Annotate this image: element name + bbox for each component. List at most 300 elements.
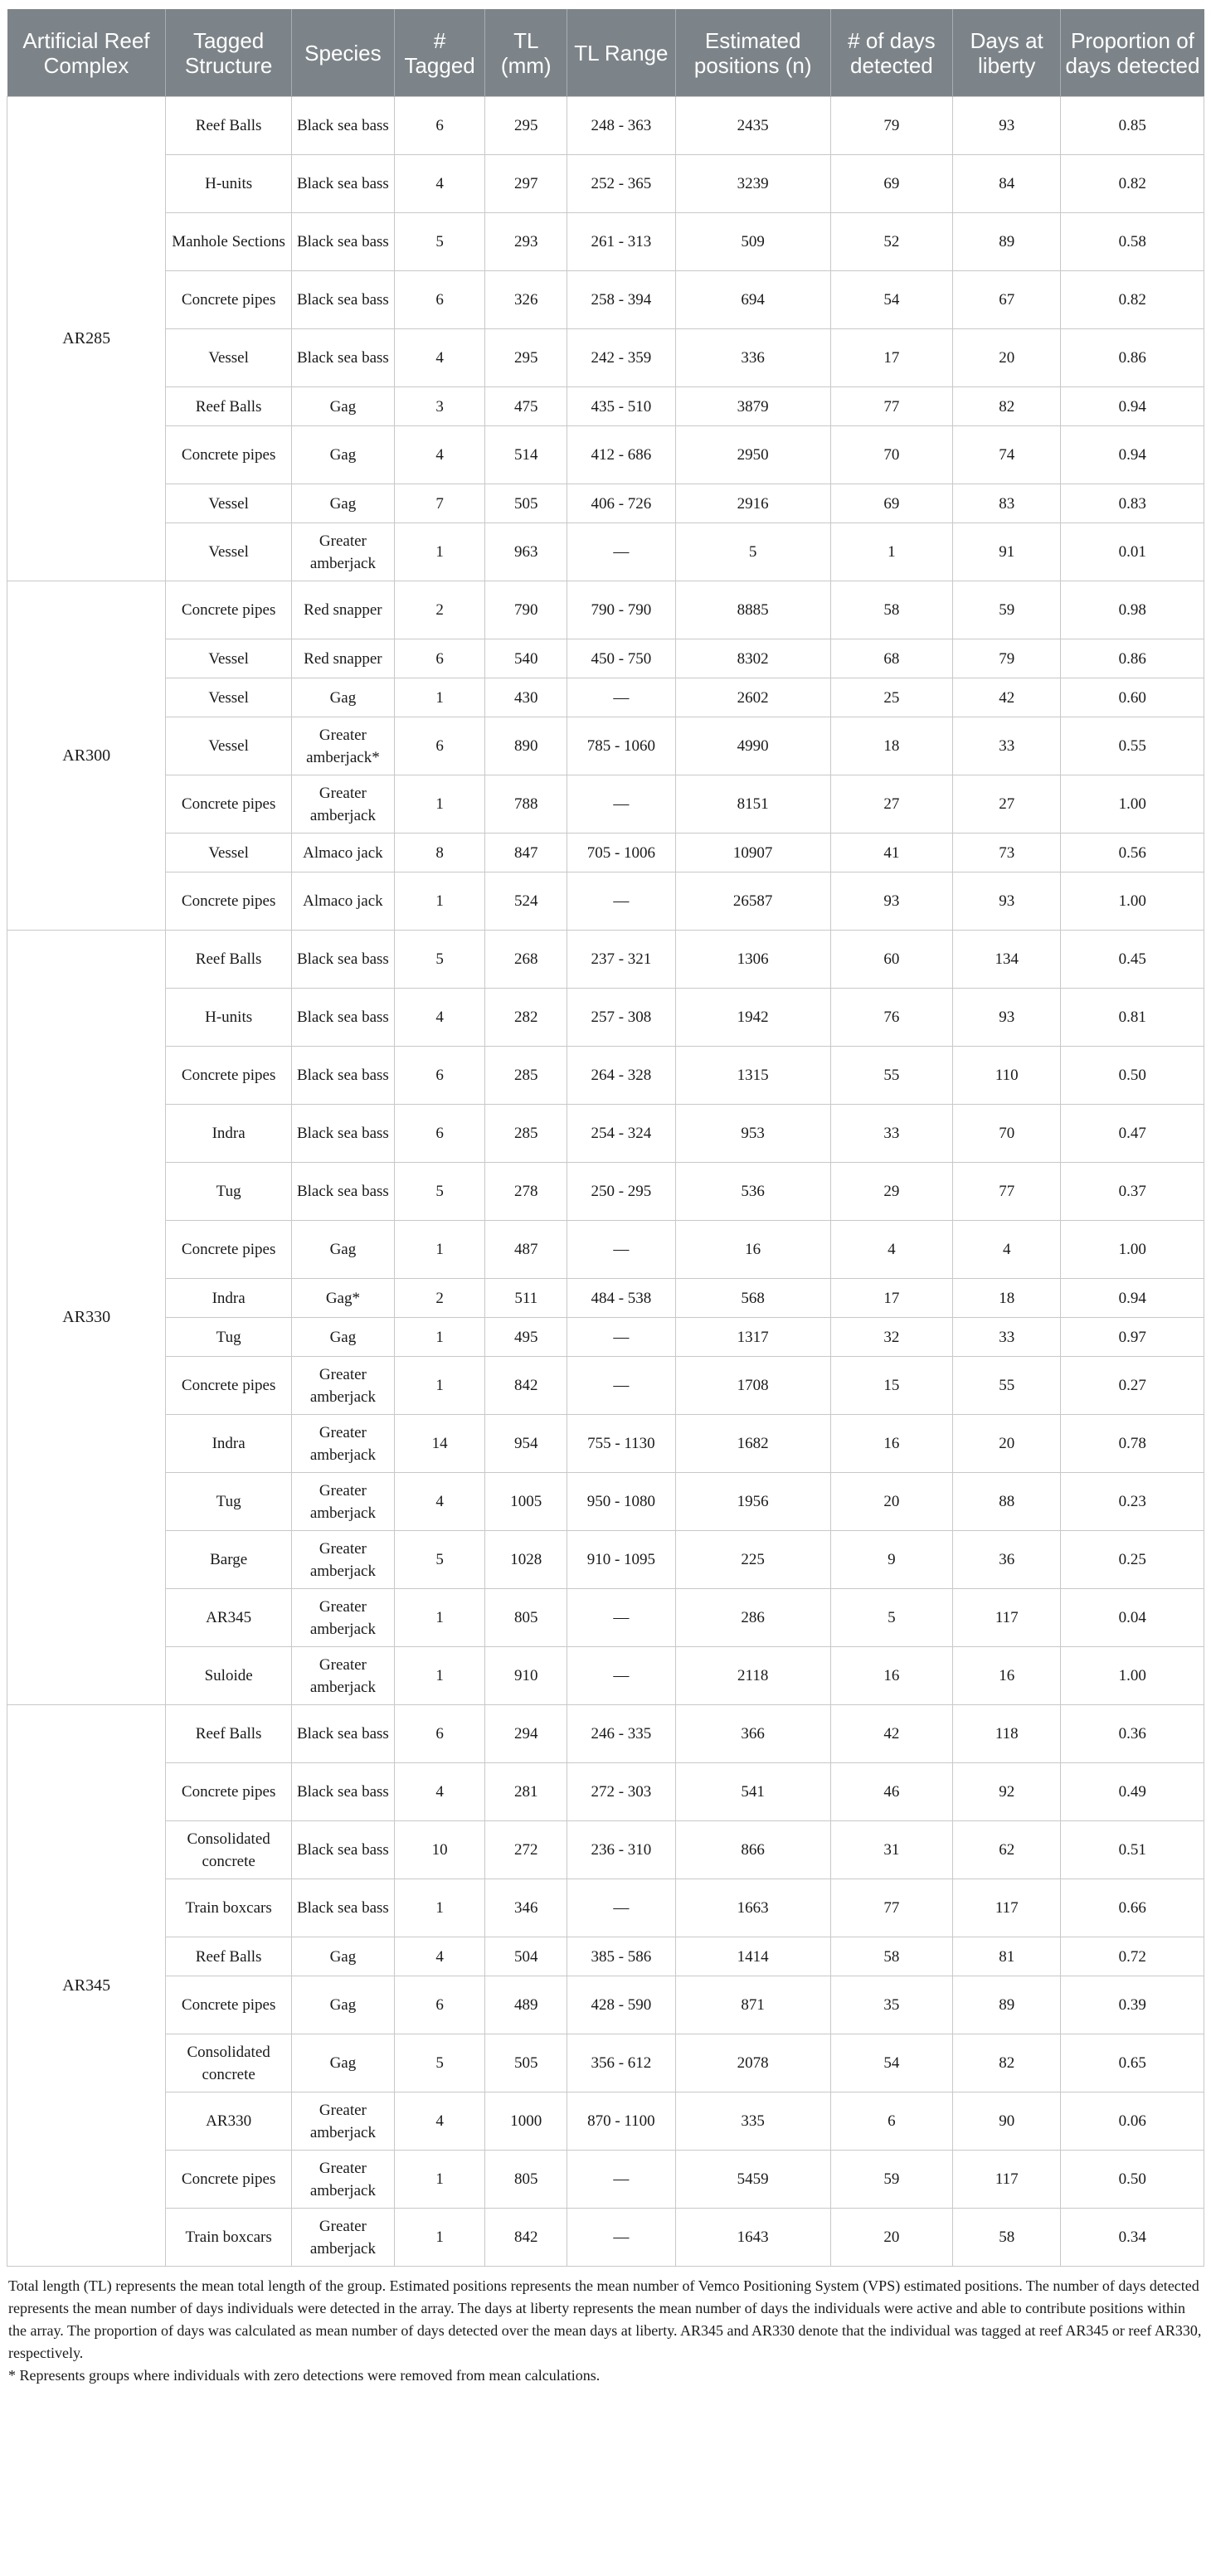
cell-tl: 505 xyxy=(485,484,567,523)
cell-structure: Reef Balls xyxy=(166,1937,291,1976)
cell-positions: 10907 xyxy=(675,834,830,872)
cell-proportion: 0.97 xyxy=(1061,1318,1204,1357)
table-row xyxy=(7,1976,1204,2034)
table-row xyxy=(7,1705,1204,1763)
cell-days-detected: 54 xyxy=(830,271,952,329)
cell-tl-range: 910 - 1095 xyxy=(567,1531,675,1589)
cell-proportion: 0.25 xyxy=(1061,1531,1204,1589)
cell-tl-range: 385 - 586 xyxy=(567,1937,675,1976)
cell-structure: Vessel xyxy=(166,639,291,678)
cell-tagged: 1 xyxy=(394,1318,484,1357)
cell-days-liberty: 93 xyxy=(953,97,1061,155)
cell-tl-range: 261 - 313 xyxy=(567,213,675,271)
table-body xyxy=(7,97,1204,2267)
cell-positions: 8885 xyxy=(675,581,830,639)
cell-positions: 1663 xyxy=(675,1879,830,1937)
cell-days-detected: 20 xyxy=(830,2209,952,2267)
cell-days-detected: 18 xyxy=(830,717,952,775)
cell-tagged: 1 xyxy=(394,1221,484,1279)
cell-tl: 326 xyxy=(485,271,567,329)
cell-days-liberty: 93 xyxy=(953,872,1061,931)
cell-days-liberty: 59 xyxy=(953,581,1061,639)
cell-tagged: 3 xyxy=(394,387,484,426)
cell-tagged: 4 xyxy=(394,2092,484,2151)
cell-tl: 504 xyxy=(485,1937,567,1976)
cell-positions: 2078 xyxy=(675,2034,830,2092)
cell-tl: 1005 xyxy=(485,1473,567,1531)
cell-tl-range: 705 - 1006 xyxy=(567,834,675,872)
table-row xyxy=(7,2209,1204,2267)
header-structure: Tagged Structure xyxy=(166,9,291,97)
table-row xyxy=(7,1763,1204,1821)
cell-species: Greater amberjack xyxy=(291,1357,394,1415)
cell-tl-range: 257 - 308 xyxy=(567,989,675,1047)
cell-tagged: 4 xyxy=(394,426,484,484)
table-footnotes xyxy=(7,2275,1204,2387)
cell-tl-range: 272 - 303 xyxy=(567,1763,675,1821)
cell-days-liberty: 91 xyxy=(953,523,1061,581)
cell-tl: 294 xyxy=(485,1705,567,1763)
cell-structure: Concrete pipes xyxy=(166,1763,291,1821)
cell-days-liberty: 89 xyxy=(953,1976,1061,2034)
cell-days-liberty: 70 xyxy=(953,1105,1061,1163)
cell-tagged: 6 xyxy=(394,1047,484,1105)
cell-days-detected: 25 xyxy=(830,678,952,717)
cell-structure: Reef Balls xyxy=(166,387,291,426)
cell-species: Almaco jack xyxy=(291,834,394,872)
cell-tl-range: 356 - 612 xyxy=(567,2034,675,2092)
cell-proportion: 0.94 xyxy=(1061,1279,1204,1318)
cell-positions: 1643 xyxy=(675,2209,830,2267)
cell-species: Gag xyxy=(291,484,394,523)
cell-structure: Concrete pipes xyxy=(166,426,291,484)
cell-tagged: 8 xyxy=(394,834,484,872)
cell-species: Gag xyxy=(291,2034,394,2092)
table-row xyxy=(7,775,1204,834)
cell-species: Greater amberjack xyxy=(291,1473,394,1531)
cell-days-detected: 5 xyxy=(830,1589,952,1647)
cell-days-liberty: 117 xyxy=(953,1589,1061,1647)
cell-days-detected: 77 xyxy=(830,387,952,426)
header-tl: TL (mm) xyxy=(485,9,567,97)
cell-days-liberty: 42 xyxy=(953,678,1061,717)
cell-proportion: 0.27 xyxy=(1061,1357,1204,1415)
cell-positions: 1956 xyxy=(675,1473,830,1531)
header-positions: Estimated positions (n) xyxy=(675,9,830,97)
table-row xyxy=(7,1105,1204,1163)
cell-positions: 336 xyxy=(675,329,830,387)
header-tagged: # Tagged xyxy=(394,9,484,97)
cell-tl-range: 412 - 686 xyxy=(567,426,675,484)
cell-proportion: 1.00 xyxy=(1061,1647,1204,1705)
cell-days-detected: 58 xyxy=(830,1937,952,1976)
cell-positions: 5 xyxy=(675,523,830,581)
cell-structure: H-units xyxy=(166,989,291,1047)
header-tl-range: TL Range xyxy=(567,9,675,97)
cell-tl: 514 xyxy=(485,426,567,484)
cell-days-detected: 32 xyxy=(830,1318,952,1357)
cell-tl: 1000 xyxy=(485,2092,567,2151)
table-row xyxy=(7,717,1204,775)
table-row xyxy=(7,678,1204,717)
cell-species: Black sea bass xyxy=(291,1879,394,1937)
cell-structure: Indra xyxy=(166,1415,291,1473)
cell-tl: 495 xyxy=(485,1318,567,1357)
table-row xyxy=(7,581,1204,639)
cell-tagged: 1 xyxy=(394,1589,484,1647)
cell-days-detected: 60 xyxy=(830,931,952,989)
cell-structure: Tug xyxy=(166,1163,291,1221)
cell-tl-range: — xyxy=(567,523,675,581)
cell-positions: 1942 xyxy=(675,989,830,1047)
cell-days-liberty: 83 xyxy=(953,484,1061,523)
cell-tl-range: 264 - 328 xyxy=(567,1047,675,1105)
cell-positions: 953 xyxy=(675,1105,830,1163)
cell-days-liberty: 33 xyxy=(953,717,1061,775)
cell-species: Red snapper xyxy=(291,639,394,678)
cell-days-detected: 29 xyxy=(830,1163,952,1221)
cell-reef-complex: AR330 xyxy=(7,931,166,1705)
cell-structure: Tug xyxy=(166,1473,291,1531)
cell-days-detected: 69 xyxy=(830,155,952,213)
table-row xyxy=(7,97,1204,155)
cell-tagged: 6 xyxy=(394,271,484,329)
cell-structure: Tug xyxy=(166,1318,291,1357)
table-row xyxy=(7,329,1204,387)
cell-positions: 4990 xyxy=(675,717,830,775)
cell-species: Greater amberjack xyxy=(291,2092,394,2151)
cell-species: Greater amberjack* xyxy=(291,717,394,775)
cell-species: Black sea bass xyxy=(291,155,394,213)
cell-days-detected: 55 xyxy=(830,1047,952,1105)
cell-structure: Concrete pipes xyxy=(166,872,291,931)
cell-days-detected: 54 xyxy=(830,2034,952,2092)
cell-structure: AR330 xyxy=(166,2092,291,2151)
cell-days-detected: 93 xyxy=(830,872,952,931)
cell-species: Greater amberjack xyxy=(291,1589,394,1647)
cell-tl: 487 xyxy=(485,1221,567,1279)
cell-tl: 954 xyxy=(485,1415,567,1473)
cell-days-detected: 33 xyxy=(830,1105,952,1163)
cell-positions: 509 xyxy=(675,213,830,271)
cell-days-liberty: 92 xyxy=(953,1763,1061,1821)
cell-structure: Reef Balls xyxy=(166,1705,291,1763)
cell-tagged: 1 xyxy=(394,1357,484,1415)
cell-tagged: 4 xyxy=(394,329,484,387)
cell-tl-range: — xyxy=(567,872,675,931)
cell-positions: 2916 xyxy=(675,484,830,523)
cell-days-detected: 46 xyxy=(830,1763,952,1821)
cell-tagged: 14 xyxy=(394,1415,484,1473)
cell-positions: 8151 xyxy=(675,775,830,834)
cell-days-liberty: 84 xyxy=(953,155,1061,213)
cell-positions: 1306 xyxy=(675,931,830,989)
cell-tagged: 5 xyxy=(394,1163,484,1221)
cell-tl-range: — xyxy=(567,1879,675,1937)
cell-species: Black sea bass xyxy=(291,989,394,1047)
cell-positions: 1682 xyxy=(675,1415,830,1473)
cell-structure: Indra xyxy=(166,1105,291,1163)
cell-tl-range: 484 - 538 xyxy=(567,1279,675,1318)
cell-tagged: 5 xyxy=(394,2034,484,2092)
cell-tagged: 1 xyxy=(394,1647,484,1705)
cell-proportion: 1.00 xyxy=(1061,775,1204,834)
cell-tl-range: — xyxy=(567,1318,675,1357)
cell-days-detected: 4 xyxy=(830,1221,952,1279)
table-row xyxy=(7,1357,1204,1415)
cell-tl-range: 870 - 1100 xyxy=(567,2092,675,2151)
cell-species: Black sea bass xyxy=(291,1105,394,1163)
cell-species: Greater amberjack xyxy=(291,2209,394,2267)
cell-days-liberty: 117 xyxy=(953,2151,1061,2209)
cell-proportion: 0.55 xyxy=(1061,717,1204,775)
table-row xyxy=(7,1937,1204,1976)
cell-structure: Concrete pipes xyxy=(166,2151,291,2209)
cell-tagged: 4 xyxy=(394,1763,484,1821)
cell-tl-range: — xyxy=(567,1589,675,1647)
table-row xyxy=(7,387,1204,426)
cell-structure: Vessel xyxy=(166,523,291,581)
cell-reef-complex: AR345 xyxy=(7,1705,166,2267)
table-row xyxy=(7,1473,1204,1531)
cell-days-detected: 76 xyxy=(830,989,952,1047)
cell-structure: H-units xyxy=(166,155,291,213)
cell-tagged: 6 xyxy=(394,717,484,775)
cell-structure: Suloide xyxy=(166,1647,291,1705)
cell-days-liberty: 89 xyxy=(953,213,1061,271)
cell-structure: Vessel xyxy=(166,678,291,717)
cell-reef-complex: AR285 xyxy=(7,97,166,581)
cell-proportion: 0.56 xyxy=(1061,834,1204,872)
cell-proportion: 0.39 xyxy=(1061,1976,1204,2034)
cell-proportion: 0.66 xyxy=(1061,1879,1204,1937)
cell-positions: 1708 xyxy=(675,1357,830,1415)
cell-tl-range: 450 - 750 xyxy=(567,639,675,678)
cell-positions: 1414 xyxy=(675,1937,830,1976)
cell-structure: Vessel xyxy=(166,329,291,387)
cell-tl-range: 242 - 359 xyxy=(567,329,675,387)
table-row xyxy=(7,1221,1204,1279)
cell-tagged: 1 xyxy=(394,678,484,717)
cell-tl: 268 xyxy=(485,931,567,989)
cell-days-liberty: 55 xyxy=(953,1357,1061,1415)
cell-tl: 890 xyxy=(485,717,567,775)
cell-tl: 346 xyxy=(485,1879,567,1937)
cell-positions: 286 xyxy=(675,1589,830,1647)
cell-tl-range: — xyxy=(567,678,675,717)
cell-days-liberty: 88 xyxy=(953,1473,1061,1531)
cell-days-liberty: 36 xyxy=(953,1531,1061,1589)
cell-structure: Barge xyxy=(166,1531,291,1589)
cell-tl: 475 xyxy=(485,387,567,426)
cell-proportion: 0.78 xyxy=(1061,1415,1204,1473)
cell-tagged: 4 xyxy=(394,155,484,213)
cell-days-detected: 59 xyxy=(830,2151,952,2209)
cell-species: Black sea bass xyxy=(291,1763,394,1821)
cell-species: Black sea bass xyxy=(291,1047,394,1105)
cell-tagged: 1 xyxy=(394,2209,484,2267)
cell-positions: 694 xyxy=(675,271,830,329)
table-row xyxy=(7,1279,1204,1318)
cell-proportion: 0.94 xyxy=(1061,426,1204,484)
cell-tl-range: 950 - 1080 xyxy=(567,1473,675,1531)
cell-positions: 16 xyxy=(675,1221,830,1279)
cell-tl: 297 xyxy=(485,155,567,213)
cell-positions: 5459 xyxy=(675,2151,830,2209)
cell-tagged: 4 xyxy=(394,1473,484,1531)
cell-positions: 3239 xyxy=(675,155,830,213)
cell-days-liberty: 118 xyxy=(953,1705,1061,1763)
cell-proportion: 0.49 xyxy=(1061,1763,1204,1821)
cell-species: Gag xyxy=(291,678,394,717)
cell-tl: 430 xyxy=(485,678,567,717)
cell-tl: 505 xyxy=(485,2034,567,2092)
cell-structure: Concrete pipes xyxy=(166,1047,291,1105)
cell-proportion: 0.45 xyxy=(1061,931,1204,989)
cell-structure: AR345 xyxy=(166,1589,291,1647)
cell-days-detected: 17 xyxy=(830,1279,952,1318)
cell-tl: 788 xyxy=(485,775,567,834)
cell-positions: 335 xyxy=(675,2092,830,2151)
cell-tagged: 1 xyxy=(394,2151,484,2209)
table-row xyxy=(7,1589,1204,1647)
cell-proportion: 0.37 xyxy=(1061,1163,1204,1221)
cell-species: Gag xyxy=(291,1976,394,2034)
cell-tl: 790 xyxy=(485,581,567,639)
table-row xyxy=(7,2092,1204,2151)
table-row xyxy=(7,1821,1204,1879)
cell-days-detected: 31 xyxy=(830,1821,952,1879)
table-row xyxy=(7,484,1204,523)
cell-structure: Indra xyxy=(166,1279,291,1318)
cell-proportion: 0.81 xyxy=(1061,989,1204,1047)
cell-days-detected: 42 xyxy=(830,1705,952,1763)
cell-proportion: 0.60 xyxy=(1061,678,1204,717)
cell-days-detected: 15 xyxy=(830,1357,952,1415)
cell-tagged: 10 xyxy=(394,1821,484,1879)
cell-tl-range: — xyxy=(567,1647,675,1705)
cell-proportion: 0.51 xyxy=(1061,1821,1204,1879)
cell-tagged: 5 xyxy=(394,213,484,271)
cell-days-detected: 79 xyxy=(830,97,952,155)
table-container xyxy=(7,0,1204,2387)
cell-species: Black sea bass xyxy=(291,1821,394,1879)
cell-species: Almaco jack xyxy=(291,872,394,931)
cell-days-liberty: 67 xyxy=(953,271,1061,329)
cell-proportion: 0.85 xyxy=(1061,97,1204,155)
table-row xyxy=(7,1318,1204,1357)
cell-structure: Vessel xyxy=(166,717,291,775)
cell-days-detected: 77 xyxy=(830,1879,952,1937)
cell-tagged: 1 xyxy=(394,775,484,834)
header-complex: Artificial Reef Complex xyxy=(7,9,166,97)
cell-tl-range: 237 - 321 xyxy=(567,931,675,989)
cell-days-liberty: 4 xyxy=(953,1221,1061,1279)
cell-tagged: 1 xyxy=(394,872,484,931)
cell-tl-range: 406 - 726 xyxy=(567,484,675,523)
cell-proportion: 0.83 xyxy=(1061,484,1204,523)
table-row xyxy=(7,989,1204,1047)
cell-tl: 281 xyxy=(485,1763,567,1821)
cell-days-liberty: 58 xyxy=(953,2209,1061,2267)
cell-tagged: 2 xyxy=(394,1279,484,1318)
cell-species: Black sea bass xyxy=(291,97,394,155)
cell-tl-range: — xyxy=(567,1221,675,1279)
cell-days-liberty: 20 xyxy=(953,329,1061,387)
cell-days-liberty: 110 xyxy=(953,1047,1061,1105)
cell-days-liberty: 93 xyxy=(953,989,1061,1047)
cell-tl: 489 xyxy=(485,1976,567,2034)
cell-species: Gag xyxy=(291,1221,394,1279)
cell-tl: 293 xyxy=(485,213,567,271)
cell-structure: Train boxcars xyxy=(166,1879,291,1937)
cell-days-liberty: 16 xyxy=(953,1647,1061,1705)
cell-positions: 3879 xyxy=(675,387,830,426)
cell-days-detected: 58 xyxy=(830,581,952,639)
cell-days-detected: 9 xyxy=(830,1531,952,1589)
cell-proportion: 0.82 xyxy=(1061,155,1204,213)
cell-tl: 524 xyxy=(485,872,567,931)
cell-days-liberty: 62 xyxy=(953,1821,1061,1879)
cell-tl-range: 428 - 590 xyxy=(567,1976,675,2034)
cell-days-detected: 68 xyxy=(830,639,952,678)
cell-positions: 536 xyxy=(675,1163,830,1221)
cell-proportion: 0.72 xyxy=(1061,1937,1204,1976)
cell-proportion: 0.50 xyxy=(1061,1047,1204,1105)
cell-days-liberty: 134 xyxy=(953,931,1061,989)
cell-days-liberty: 74 xyxy=(953,426,1061,484)
table-row xyxy=(7,1415,1204,1473)
cell-tl-range: — xyxy=(567,2209,675,2267)
cell-tagged: 6 xyxy=(394,97,484,155)
cell-structure: Consolidated concrete xyxy=(166,1821,291,1879)
table-row xyxy=(7,1879,1204,1937)
cell-species: Greater amberjack xyxy=(291,2151,394,2209)
cell-proportion: 0.82 xyxy=(1061,271,1204,329)
cell-tl: 282 xyxy=(485,989,567,1047)
table-row xyxy=(7,1531,1204,1589)
cell-species: Gag xyxy=(291,1318,394,1357)
cell-days-detected: 69 xyxy=(830,484,952,523)
cell-positions: 225 xyxy=(675,1531,830,1589)
cell-species: Greater amberjack xyxy=(291,523,394,581)
cell-days-detected: 1 xyxy=(830,523,952,581)
cell-positions: 2950 xyxy=(675,426,830,484)
cell-proportion: 0.36 xyxy=(1061,1705,1204,1763)
cell-proportion: 0.94 xyxy=(1061,387,1204,426)
cell-tl-range: 252 - 365 xyxy=(567,155,675,213)
table-row xyxy=(7,155,1204,213)
cell-tagged: 6 xyxy=(394,1105,484,1163)
cell-positions: 871 xyxy=(675,1976,830,2034)
cell-positions: 366 xyxy=(675,1705,830,1763)
cell-species: Red snapper xyxy=(291,581,394,639)
cell-tl: 842 xyxy=(485,2209,567,2267)
cell-tagged: 2 xyxy=(394,581,484,639)
header-days-liberty: Days at liberty xyxy=(953,9,1061,97)
cell-tl: 910 xyxy=(485,1647,567,1705)
cell-structure: Manhole Sections xyxy=(166,213,291,271)
cell-tl-range: 785 - 1060 xyxy=(567,717,675,775)
cell-proportion: 0.98 xyxy=(1061,581,1204,639)
table-row xyxy=(7,2151,1204,2209)
table-row xyxy=(7,271,1204,329)
cell-positions: 866 xyxy=(675,1821,830,1879)
cell-tl: 805 xyxy=(485,2151,567,2209)
table-row xyxy=(7,834,1204,872)
cell-days-detected: 27 xyxy=(830,775,952,834)
cell-tagged: 1 xyxy=(394,1879,484,1937)
